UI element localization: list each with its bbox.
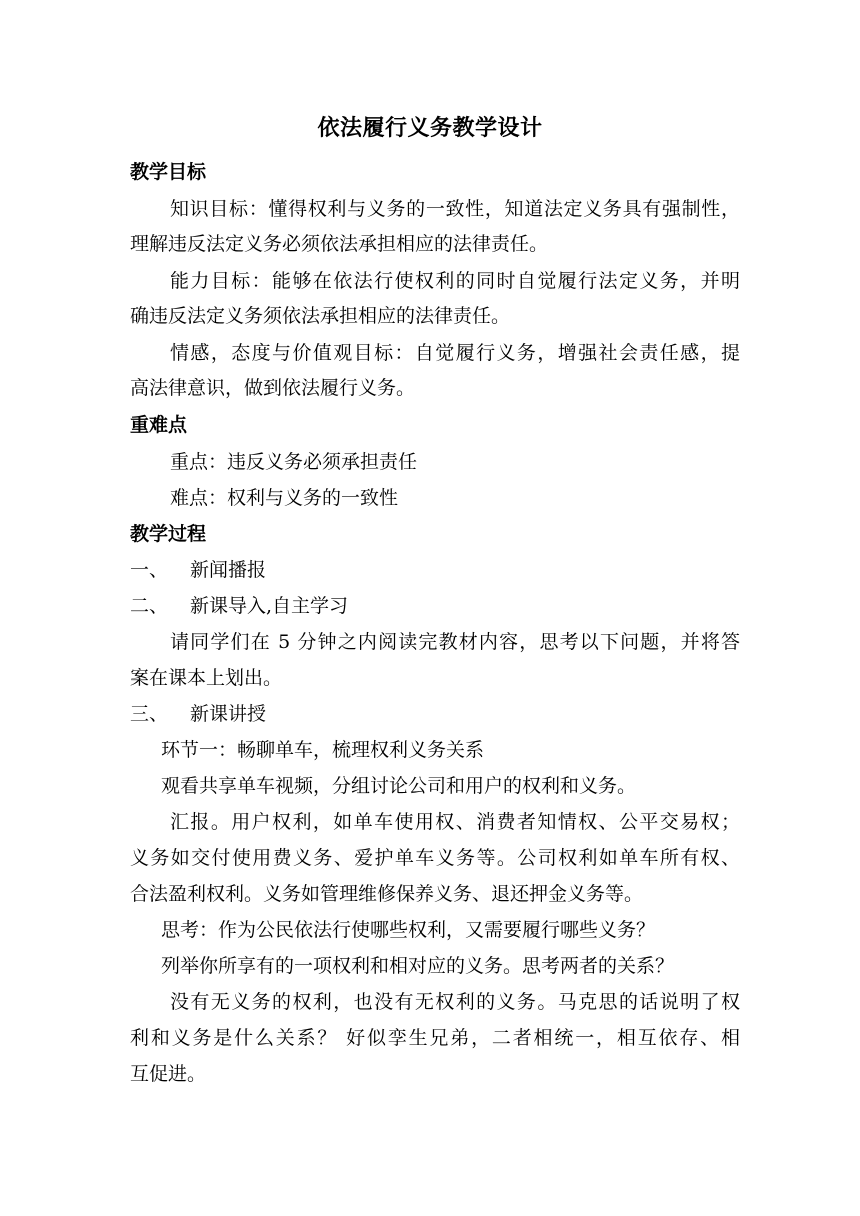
report-line2: 义务如交付使用费义务、爱护单车义务等。公司权利如单车所有权、	[130, 847, 740, 869]
watch-video-text: 观看共享单车视频，分组讨论公司和用户的权利和义务。	[161, 775, 637, 797]
step-text: 新闻播报	[190, 559, 267, 581]
step-number: 三、	[130, 703, 169, 725]
report-line1: 汇报。用户权利，如单车使用权、消费者知情权、公平交易权；	[170, 811, 740, 833]
ability-goal-line1: 能力目标：能够在依法行使权利的同时自觉履行法定义务，并明	[170, 270, 740, 292]
step-text: 新课讲授	[190, 703, 267, 725]
document-title: 依法履行义务教学设计	[317, 115, 543, 141]
knowledge-goal-line2: 理解违反法定义务必须依法承担相应的法律责任。	[130, 233, 549, 255]
conclusion-line3: 互促进。	[130, 1063, 207, 1085]
step-text: 新课导入,自主学习	[190, 595, 349, 617]
link-one-heading: 环节一：畅聊单车，梳理权利义务关系	[161, 739, 485, 761]
key-point: 重点：违反义务必须承担责任	[170, 451, 418, 473]
think-question: 思考：作为公民依法行使哪些权利，又需要履行哪些义务？	[161, 919, 656, 941]
step2-paragraph-line1: 请同学们在 5 分钟之内阅读完教材内容，思考以下问题，并将答	[170, 631, 740, 653]
list-question: 列举你所享有的一项权利和相对应的义务。思考两者的关系？	[161, 955, 675, 977]
heading-teaching-process: 教学过程	[130, 523, 207, 545]
heading-teaching-goals: 教学目标	[130, 161, 207, 183]
knowledge-goal-line1: 知识目标：懂得权利与义务的一致性，知道法定义务具有强制性，	[170, 198, 740, 220]
conclusion-line1: 没有无义务的权利，也没有无权利的义务。马克思的话说明了权	[170, 991, 740, 1013]
conclusion-line2: 利和义务是什么关系？ 好似孪生兄弟，二者相统一，相互依存、相	[130, 1027, 740, 1049]
emotion-goal-line1: 情感，态度与价值观目标：自觉履行义务，增强社会责任感，提	[170, 342, 740, 364]
emotion-goal-line2: 高法律意识，做到依法履行义务。	[130, 377, 416, 399]
process-step-2	[130, 593, 740, 619]
heading-key-points: 重难点	[130, 414, 188, 436]
step2-paragraph-line2: 案在课本上划出。	[130, 667, 283, 689]
step-number: 二、	[130, 595, 169, 617]
report-line3: 合法盈利权利。义务如管理维修保养义务、退还押金义务等。	[130, 883, 644, 905]
ability-goal-line2: 确违反法定义务须依法承担相应的法律责任。	[130, 305, 511, 327]
process-step-3	[130, 701, 740, 727]
process-step-1	[130, 557, 740, 583]
step-number: 一、	[130, 559, 169, 581]
difficult-point: 难点：权利与义务的一致性	[170, 487, 399, 509]
